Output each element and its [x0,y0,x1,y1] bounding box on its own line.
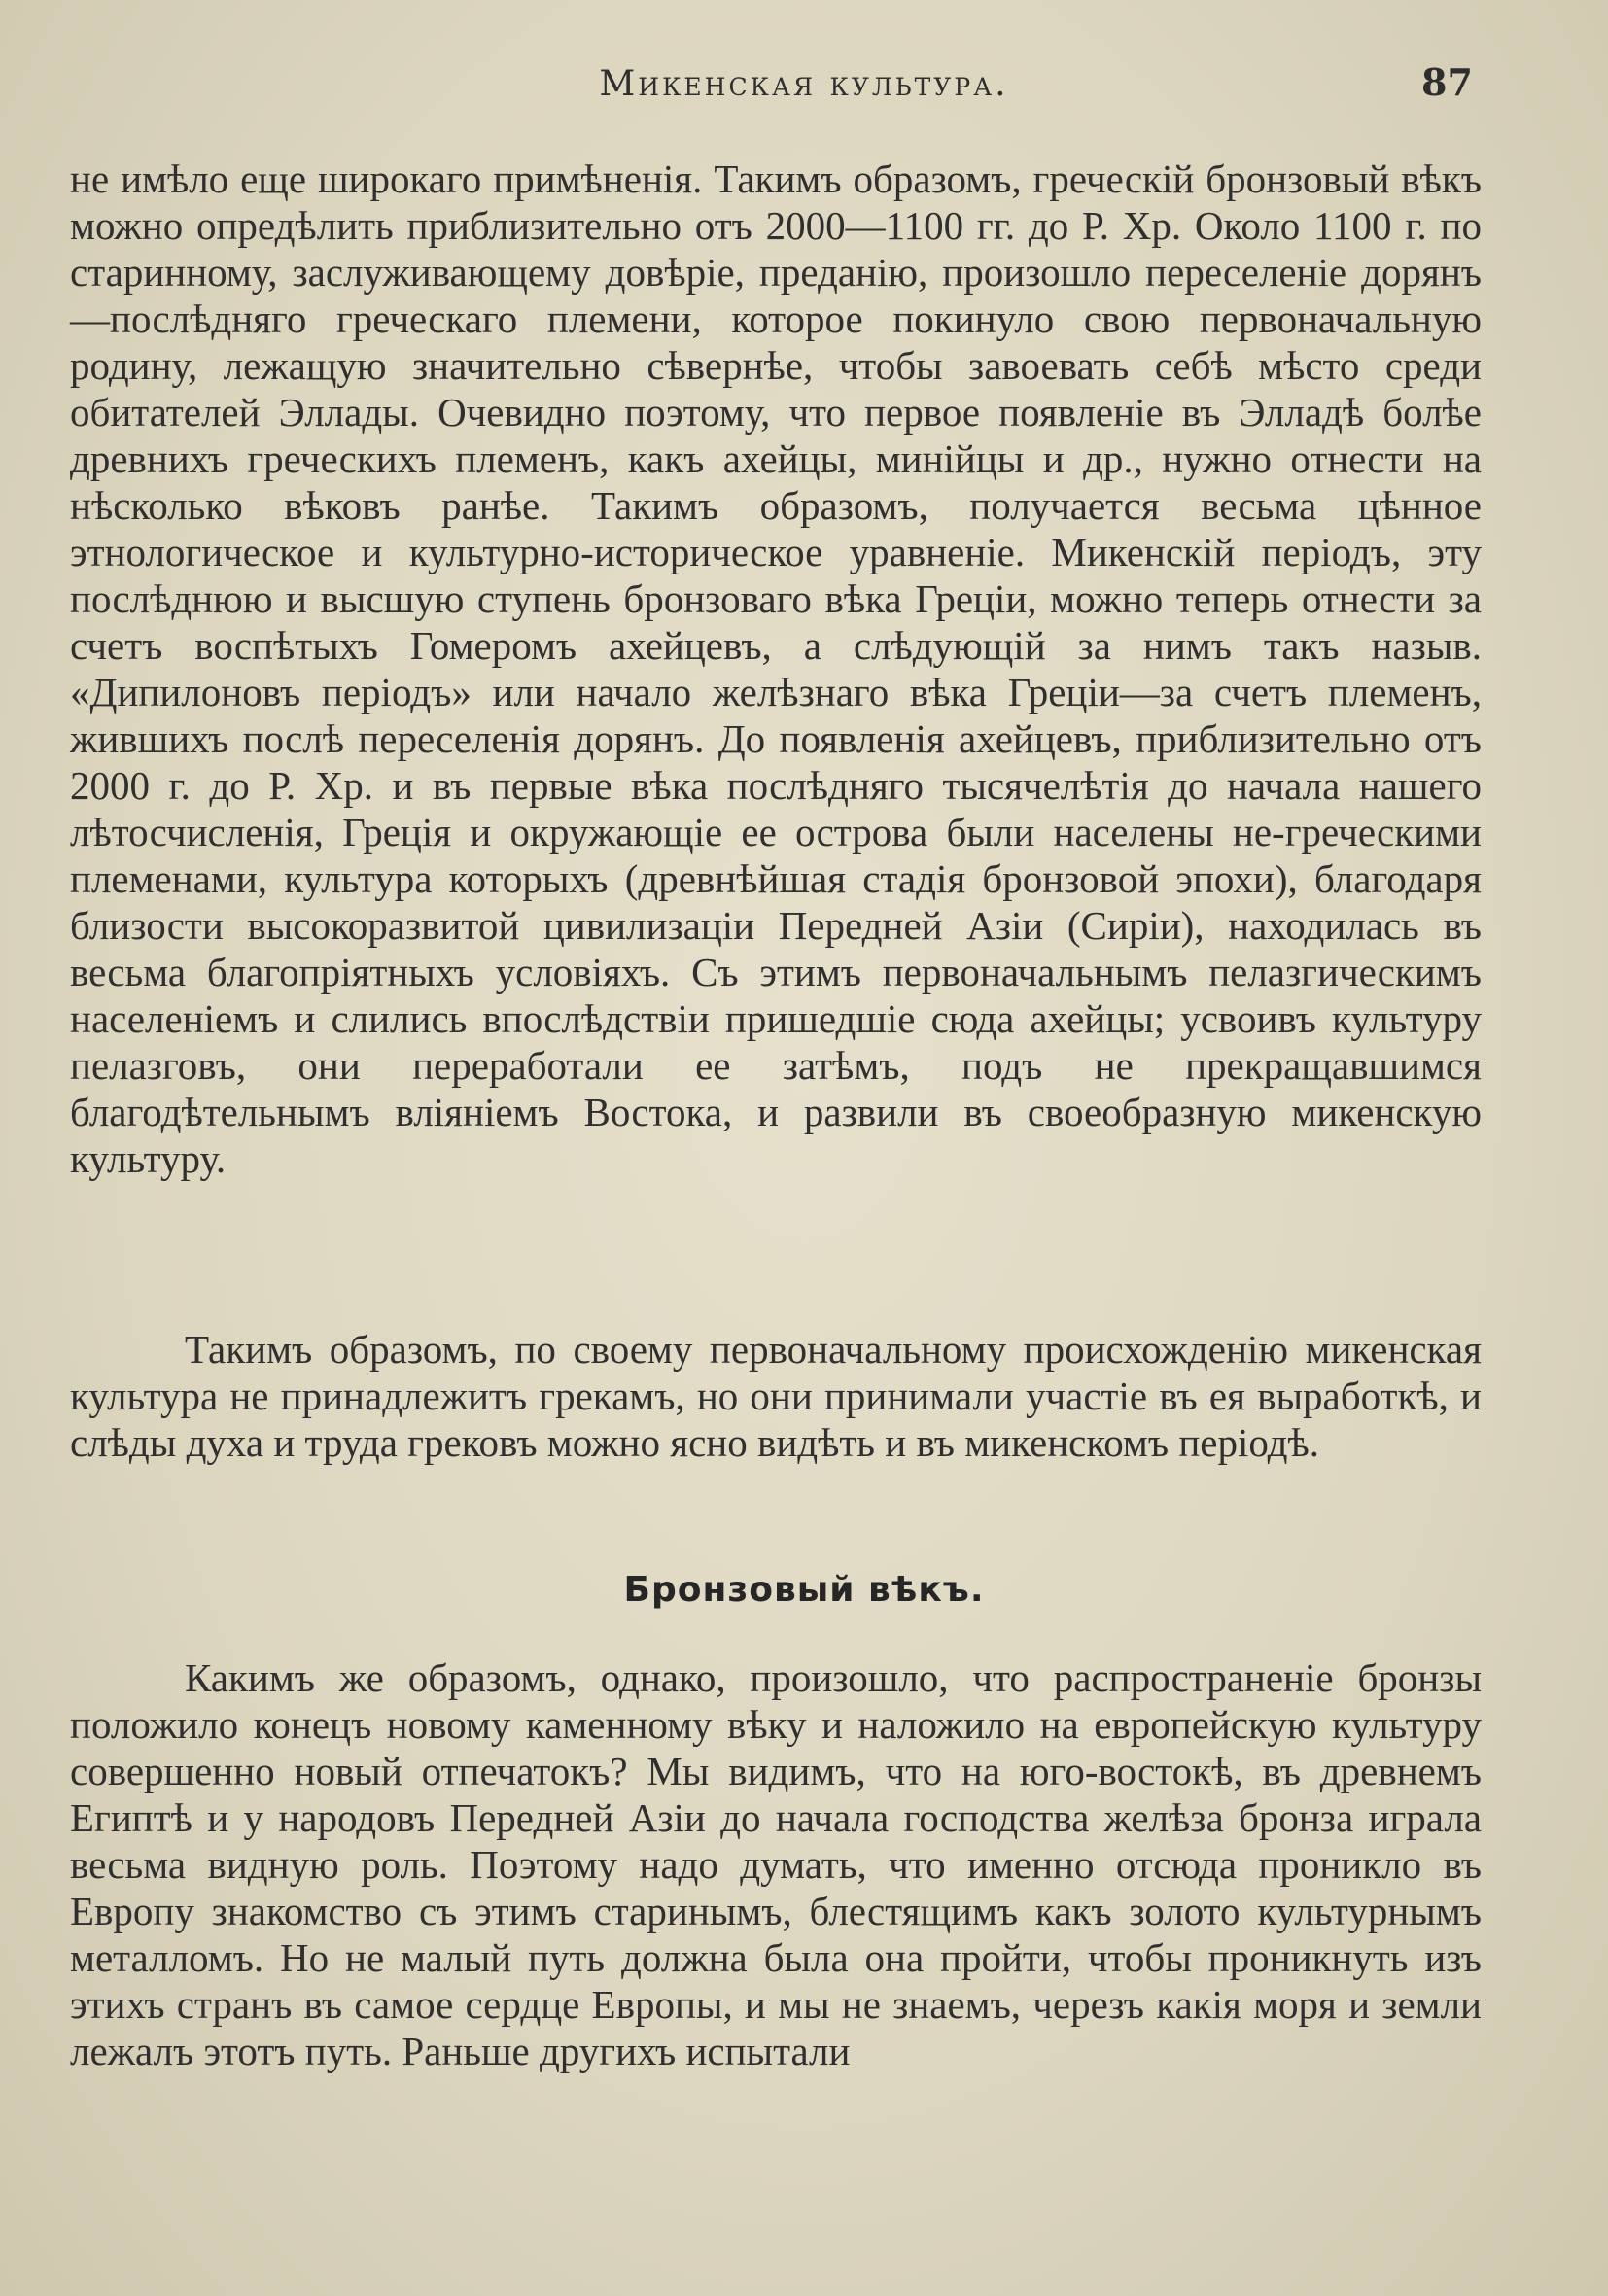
paragraph-1: не имѣло еще широкаго примѣненія. Такимъ образомъ, греческій бронзовый вѣкъ можно опредѣлить приблизительно отъ 2000—1100 гг. до Р. Хр. Около 1100 г. по старинному, заслуживающему довѣріе, преданію, произошло переселеніе дорянъ—послѣдняго греческаго племени, которое покинуло свою первоначальную родину, лежащую значительно сѣвернѣе, чтобы завоевать себѣ мѣсто среди обитателей Эллады. Очевидно поэтому, что первое появленіе въ Элладѣ болѣе древнихъ греческихъ племенъ, какъ ахейцы, минійцы и др., нужно отнести на нѣсколько вѣковъ ранѣе. Такимъ образомъ, получается весьма цѣнное этнологическое и культурно-историческое уравненіе. Микенскій періодъ, эту послѣднюю и высшую ступень бронзоваго вѣка Греціи, можно теперь отнести за счетъ воспѣтыхъ Гомеромъ ахейцевъ, а слѣдующій за нимъ такъ назыв. «Дипилоновъ періодъ» или начало желѣзнаго вѣка Греціи—за счетъ племенъ, жившихъ послѣ переселенія дорянъ. До появленія ахейцевъ, приблизительно отъ 2000 г. до Р. Хр. и въ первые вѣка послѣдняго тысячелѣтія до начала нашего лѣтосчисленія, Греція и окружающіе ее острова были населены не-греческими племенами, культура которыхъ (древнѣйшая стадія бронзовой эпохи), благодаря близости высокоразвитой цивилизаціи Передней Азіи (Сиріи), находилась въ весьма благопріятныхъ условіяхъ. Съ этимъ первоначальнымъ пелазгическимъ населеніемъ и слились впослѣдствіи пришедшіе сюда ахейцы; усвоивъ культуру пелазговъ, они переработали ее затѣмъ, подъ не прекращавшимся благодѣтельнымъ вліяніемъ Востока, и развили въ своеобразную микенскую культуру. [70,157,1482,1181]
section-heading: Бронзовый вѣкъ. [623,1570,985,1610]
paragraph-3: Какимъ же образомъ, однако, произошло, что распространеніе бронзы положило конецъ новому каменному вѣку и наложило на европейскую культуру совершенно новый отпечатокъ? Мы видимъ, что на юго-востокѣ, въ древнемъ Египтѣ и у народовъ Передней Азіи до начала господства желѣза бронза играла весьма видную роль. Поэтому надо думать, что именно отсюда проникло въ Европу знакомство съ этимъ старинымъ, блестящимъ какъ золото культурнымъ металломъ. Но не малый путь должна была она пройти, чтобы проникнуть изъ этихъ странъ въ самое сердце Европы, и мы не знаемъ, черезъ какія моря и земли лежалъ этотъ путь. Раньше другихъ испытали [70,1655,1482,2073]
running-title: Микенская культура. [599,64,1009,104]
paragraph-2: Такимъ образомъ, по своему первоначальному происхожденію микенская культура не принадлежитъ грекамъ, но они принимали участіе въ ея выработкѣ, и слѣды духа и труда грековъ можно ясно видѣть и въ микенскомъ періодѣ. [70,1327,1482,1465]
running-header [0,60,1608,122]
page-number: 87 [1421,60,1473,104]
